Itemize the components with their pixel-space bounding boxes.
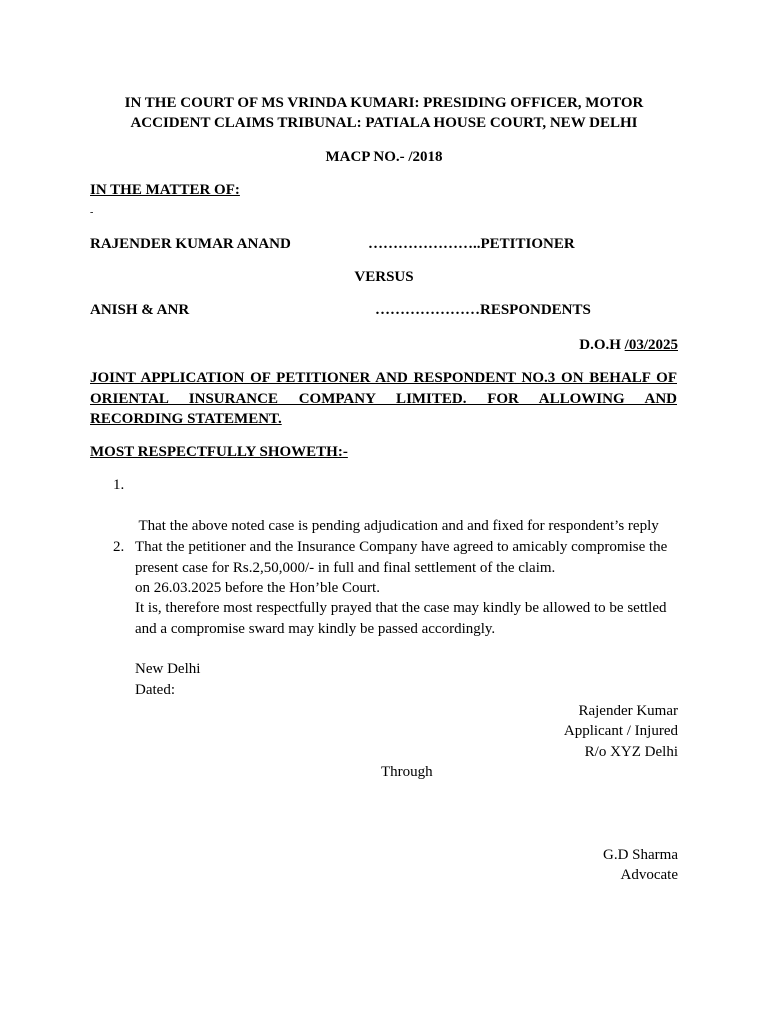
point-2-line1: That the petitioner and the Insurance Company have agreed to amicably compromise the (135, 539, 668, 555)
point-2-number: 2. (113, 539, 125, 555)
application-title-line1: JOINT APPLICATION OF PETITIONER AND RESPONDENT NO.3 ON BEHALF OF (90, 370, 677, 386)
application-title (90, 368, 677, 430)
applicant-address: R/o XYZ Delhi (584, 744, 678, 760)
date-of-hearing (400, 335, 678, 355)
point-1-number: 1. (113, 477, 125, 493)
doh-label: D.O.H (579, 337, 625, 353)
petitioner-role: …………………..PETITIONER (368, 236, 575, 252)
advocate-role: Advocate (620, 867, 678, 883)
point-2-text (135, 537, 680, 578)
court-heading-line1: IN THE COURT OF MS VRINDA KUMARI: PRESIDING OFFICER, MOTOR (124, 95, 644, 111)
case-number: MACP NO.- /2018 (325, 149, 443, 165)
place-label: New Delhi (135, 661, 201, 677)
respondents-name: ANISH & ANR (90, 302, 190, 318)
application-title-line2: ORIENTAL INSURANCE COMPANY LIMITED. FOR ALLOWING AND (90, 390, 677, 407)
prayer-paragraph (135, 598, 680, 639)
dated-label: Dated: (135, 682, 175, 698)
doh-value: /03/2025 (624, 337, 678, 353)
matter-stub: - (90, 207, 94, 218)
point-1-line1: That the above noted case is pending adjudication and and fixed for respondent’s reply (135, 518, 659, 534)
application-title-line3: RECORDING STATEMENT. (90, 411, 282, 427)
versus-label: VERSUS (354, 269, 414, 285)
petitioner-name: RAJENDER KUMAR ANAND (90, 236, 291, 252)
showeth-heading: MOST RESPECTFULLY SHOWETH:- (90, 444, 348, 460)
prayer-line1: It is, therefore most respectfully prayed that the case may kindly be allowed to be settled (135, 600, 667, 616)
respondents-role: …………………RESPONDENTS (375, 302, 591, 318)
prayer-line2: and a compromise sward may kindly be passed accordingly. (135, 620, 496, 637)
court-heading-line2: ACCIDENT CLAIMS TRIBUNAL: PATIALA HOUSE COURT, NEW DELHI (130, 115, 638, 131)
point-1-line2: on 26.03.2025 before the Hon’ble Court. (135, 579, 380, 596)
matter-heading: IN THE MATTER OF: (90, 182, 240, 198)
applicant-name: Rajender Kumar (578, 703, 678, 719)
advocate-name: G.D Sharma (603, 847, 678, 863)
point-2-line2: present case for Rs.2,50,000/- in full and final settlement of the claim. (135, 559, 556, 576)
applicant-role: Applicant / Injured (563, 723, 678, 739)
through-label: Through (381, 764, 433, 780)
